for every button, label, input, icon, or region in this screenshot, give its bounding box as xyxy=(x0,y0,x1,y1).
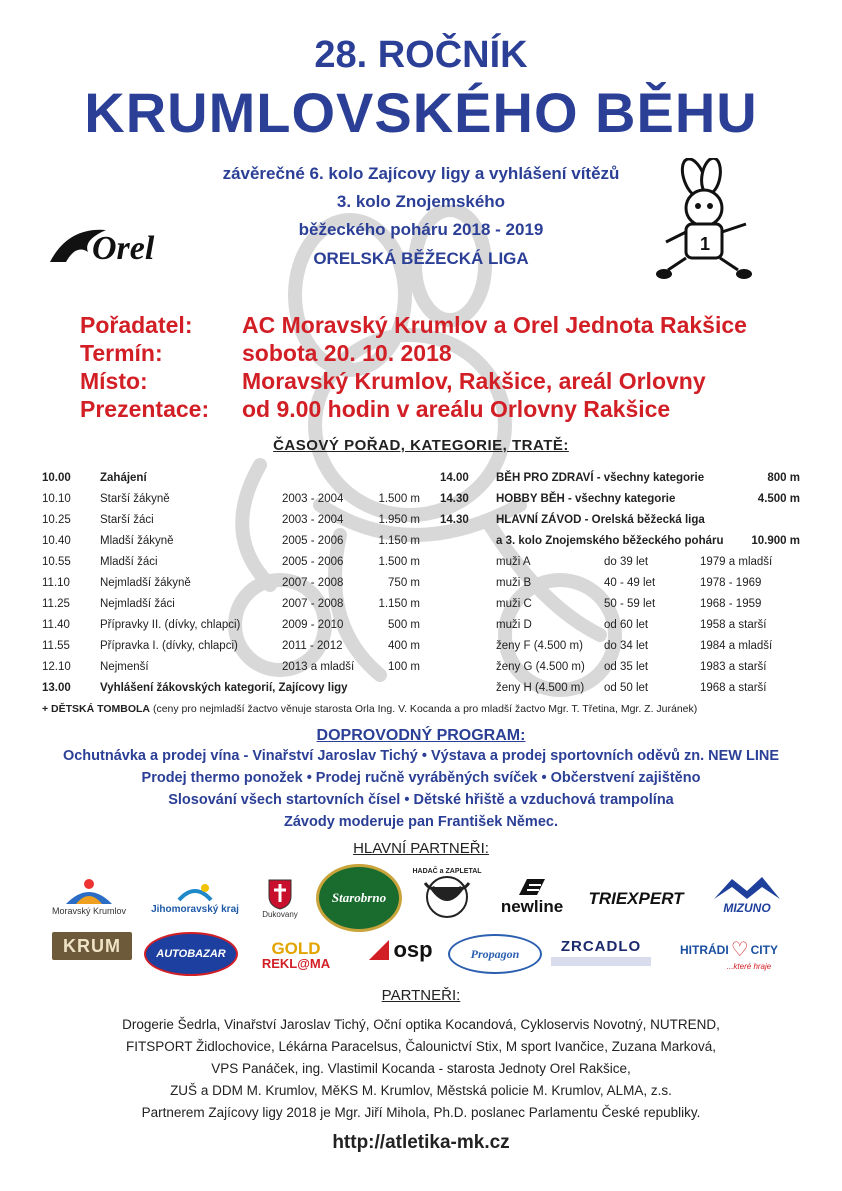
info-value-place: Moravský Krumlov, Rakšice, areál Orlovny xyxy=(242,368,706,394)
category-name: muži C xyxy=(496,598,532,610)
left-time: 11.25 xyxy=(42,598,70,610)
logo-propagon xyxy=(448,934,542,974)
tombola-note xyxy=(42,703,697,715)
category-name: muži D xyxy=(496,619,532,631)
category-age: 50 - 59 let xyxy=(604,598,656,610)
logo-osp xyxy=(360,928,440,972)
left-event: Nejmladší žáci xyxy=(100,598,175,610)
race-name: HLAVNÍ ZÁVOD xyxy=(496,514,582,526)
mizuno-runbird-icon xyxy=(712,875,782,901)
info-value-organizer: AC Moravský Krumlov a Orel Jednota Rakšice xyxy=(242,312,747,338)
partners-line-2: FITSPORT Židlochovice, Lékárna Paracelsus, Čalounictví Stix, M sport Ivančice, Zuzana Marková, xyxy=(126,1039,716,1054)
program-line-2: Prodej thermo ponožek • Prodej ručně vyráběných svíček • Občerstvení zajištěno xyxy=(141,770,701,786)
race-desc: - všechny kategorie xyxy=(593,472,705,484)
category-name: muži A xyxy=(496,556,531,568)
logo-text: ZRCADLO xyxy=(560,938,642,955)
schedule-title: ČASOVÝ POŘAD, KATEGORIE, TRATĚ: xyxy=(273,437,569,454)
info-label-place: Místo: xyxy=(80,368,148,394)
race-distance: 10.900 m xyxy=(751,535,800,547)
race-name: HOBBY BĚH xyxy=(496,493,565,505)
right-time: 14.00 xyxy=(440,472,469,484)
logo-text: newline xyxy=(500,897,564,916)
logo-text: Propagon xyxy=(470,946,520,961)
left-distance: 100 m xyxy=(388,661,420,673)
left-years: 2007 - 2008 xyxy=(282,577,344,589)
edition-heading: 28. ROČNÍK xyxy=(314,34,528,76)
logo-text: KRUM xyxy=(63,935,121,956)
subtitle-line-2: 3. kolo Znojemského xyxy=(336,192,506,211)
category-born: 1979 a mladší xyxy=(700,556,773,568)
category-age: od 60 let xyxy=(604,619,649,631)
race-desc: - Orelská běžecká liga xyxy=(581,514,705,526)
logo-krum xyxy=(52,932,132,960)
right-time: 14.30 xyxy=(440,493,469,505)
info-value-date: sobota 20. 10. 2018 xyxy=(242,340,452,366)
event-title: KRUMLOVSKÉHO BĚHU xyxy=(84,81,758,144)
left-event: Zahájení xyxy=(100,472,147,484)
left-time: 12.10 xyxy=(42,661,71,673)
left-event: Starší žákyně xyxy=(100,493,170,505)
category-born: 1983 a starší xyxy=(700,661,767,673)
logo-text: Moravský Krumlov xyxy=(51,906,126,916)
newline-mark-icon xyxy=(517,877,547,897)
left-event: Mladší žákyně xyxy=(100,535,174,547)
category-name: muži B xyxy=(496,577,532,589)
race-name: BĚH PRO ZDRAVÍ xyxy=(496,472,594,484)
left-years: 2005 - 2006 xyxy=(282,535,344,547)
race-name: a 3. kolo Znojemského běžeckého poháru xyxy=(496,535,724,547)
category-born: 1968 a starší xyxy=(700,682,767,694)
program-line-3: Slosování všech startovních čísel • Dětské hřiště a vzduchová trampolína xyxy=(168,792,674,808)
left-event: Starší žáci xyxy=(100,514,154,526)
program-line-4: Závody moderuje pan František Němec. xyxy=(284,814,558,830)
logo-text: TRIEXPERT xyxy=(588,889,684,908)
left-years: 2007 - 2008 xyxy=(282,598,344,610)
category-born: 1978 - 1969 xyxy=(700,577,762,589)
program-title: DOPROVODNÝ PROGRAM: xyxy=(316,727,526,744)
left-years: 2003 - 2004 xyxy=(282,514,344,526)
partners-line-1: Drogerie Šedrla, Vinařství Jaroslav Tichý, Oční optika Kocandová, Cykloservis Novotný, NUTREND, xyxy=(122,1017,720,1032)
logo-text: Jihomoravský kraj xyxy=(151,903,239,915)
left-time: 11.55 xyxy=(42,640,70,652)
category-name: ženy G (4.500 m) xyxy=(496,661,585,673)
info-label-organizer: Pořadatel: xyxy=(80,312,193,338)
coat-of-arms-icon xyxy=(267,878,293,910)
running-rabbit-icon xyxy=(656,158,766,288)
logo-jihomoravsky-kraj xyxy=(140,876,250,920)
subtitle-line-3: běžeckého poháru 2018 - 2019 xyxy=(298,220,544,239)
subtitle-line-1: závěrečné 6. kolo Zajícovy ligy a vyhlášení vítězů xyxy=(222,164,620,183)
website-link[interactable]: http://atletika-mk.cz xyxy=(332,1132,510,1153)
heart-icon: ♡ xyxy=(730,939,749,961)
logo-mizuno xyxy=(706,870,788,920)
orel-logo xyxy=(48,222,188,272)
race-distance: 4.500 m xyxy=(757,493,800,505)
logo-triexpert xyxy=(578,884,694,914)
logo-dukovany xyxy=(256,872,304,924)
category-age: od 35 let xyxy=(604,661,649,673)
left-distance: 750 m xyxy=(388,577,420,589)
info-value-registration: od 9.00 hodin v areálu Orlovny Rakšice xyxy=(242,396,671,422)
logo-moravsky-krumlov xyxy=(44,872,134,922)
category-name: ženy H (4.500 m) xyxy=(496,682,585,694)
tombola-text: (ceny pro nejmladší žactvo věnuje starosta Orla Ing. V. Kocanda a pro mladší žactvo Mgr. T. Třetina, Mgr. Z. Juránek) xyxy=(150,703,698,715)
zrcadlo-mirror-bar xyxy=(551,957,651,966)
left-years: 2013 a mladší xyxy=(282,661,355,673)
logo-text: CITY xyxy=(750,942,778,957)
left-distance: 400 m xyxy=(388,640,420,652)
left-event: Nejmenší xyxy=(100,661,149,673)
partners-line-4: ZUŠ a DDM M. Krumlov, MěKS M. Krumlov, Městská policie M. Krumlov, ALMA, z.s. xyxy=(170,1083,672,1098)
right-time: 14.30 xyxy=(440,514,469,526)
left-time: 11.10 xyxy=(42,577,70,589)
left-time: 13.00 xyxy=(42,682,71,694)
left-time: 11.40 xyxy=(42,619,70,631)
logo-gold-reklama xyxy=(244,938,348,974)
left-distance: 500 m xyxy=(388,619,420,631)
logo-tagline: ...které hraje xyxy=(726,962,772,971)
logo-hitradio-city xyxy=(670,934,788,974)
partners-line-3: VPS Panáček, ing. Vlastimil Kocanda - starosta Jednoty Orel Rakšice, xyxy=(211,1061,631,1076)
left-distance: 1.950 m xyxy=(378,514,420,526)
category-born: 1968 - 1959 xyxy=(700,598,762,610)
left-event: Mladší žáci xyxy=(100,556,158,568)
category-age: od 50 let xyxy=(604,682,649,694)
region-emblem-icon xyxy=(175,882,215,904)
left-distance: 1.150 m xyxy=(378,535,420,547)
partners-title: PARTNEŘI: xyxy=(381,987,461,1004)
logo-starobrno xyxy=(316,864,402,932)
logo-autobazar xyxy=(144,932,238,976)
town-emblem-icon xyxy=(64,878,114,906)
orel-logo-text: Orel xyxy=(92,230,155,267)
partners-line-5: Partnerem Zajícovy ligy 2018 je Mgr. Jiří Mihola, Ph.D. poslanec Parlamentu České republiky. xyxy=(141,1105,701,1120)
logo-newline xyxy=(492,874,572,920)
category-born: 1984 a mladší xyxy=(700,640,773,652)
logo-text: osp xyxy=(393,937,433,962)
bull-head-icon xyxy=(417,875,477,919)
left-years: 2005 - 2006 xyxy=(282,556,344,568)
left-event: Nejmladší žákyně xyxy=(100,577,191,589)
left-distance: 1.500 m xyxy=(378,493,420,505)
osp-triangle-icon xyxy=(367,938,391,962)
category-age: do 39 let xyxy=(604,556,649,568)
info-label-date: Termín: xyxy=(80,340,163,366)
logo-text: GOLD xyxy=(271,939,321,958)
left-event: Přípravky II. (dívky, chlapci) xyxy=(100,619,241,631)
category-born: 1958 a starší xyxy=(700,619,767,631)
logo-text: REKL@MA xyxy=(261,956,331,971)
left-distance: 1.150 m xyxy=(378,598,420,610)
left-years: 2011 - 2012 xyxy=(282,640,343,652)
logo-zrcadlo xyxy=(546,934,656,970)
info-label-registration: Prezentace: xyxy=(80,396,210,422)
category-age: do 34 let xyxy=(604,640,649,652)
race-desc: - všechny kategorie xyxy=(564,493,676,505)
category-age: 40 - 49 let xyxy=(604,577,656,589)
subtitle-line-4: ORELSKÁ BĚŽECKÁ LIGA xyxy=(313,249,529,268)
race-distance: 800 m xyxy=(767,472,800,484)
logo-text: Dukovany xyxy=(262,909,298,919)
bib-number: 1 xyxy=(700,234,711,254)
logo-text: Starobrno xyxy=(331,890,387,905)
left-years: 2003 - 2004 xyxy=(282,493,344,505)
logo-hadac-zapletal xyxy=(404,860,490,926)
left-time: 10.10 xyxy=(42,493,71,505)
left-time: 10.25 xyxy=(42,514,71,526)
logo-text: MIZUNO xyxy=(723,901,771,915)
logo-text: HITRÁDI xyxy=(680,942,729,957)
left-event: Vyhlášení žákovských kategorií, Zajícovy ligy xyxy=(100,682,348,694)
left-time: 10.55 xyxy=(42,556,71,568)
left-years: 2009 - 2010 xyxy=(282,619,344,631)
program-line-1: Ochutnávka a prodej vína - Vinařství Jaroslav Tichý • Výstava a prodej sportovních oděvů zn. NEW LINE xyxy=(62,748,780,764)
logo-text: HADAČ a ZAPLETAL xyxy=(412,867,482,875)
tombola-label: + DĚTSKÁ TOMBOLA xyxy=(42,703,151,715)
left-time: 10.00 xyxy=(42,472,71,484)
rabbit-watermark-icon xyxy=(200,205,640,705)
main-partners-title: HLAVNÍ PARTNEŘI: xyxy=(353,840,489,857)
left-event: Přípravka I. (dívky, chlapci) xyxy=(100,640,238,652)
category-name: ženy F (4.500 m) xyxy=(496,640,583,652)
left-distance: 1.500 m xyxy=(378,556,420,568)
logo-text: AUTOBAZAR xyxy=(156,948,226,960)
left-time: 10.40 xyxy=(42,535,71,547)
